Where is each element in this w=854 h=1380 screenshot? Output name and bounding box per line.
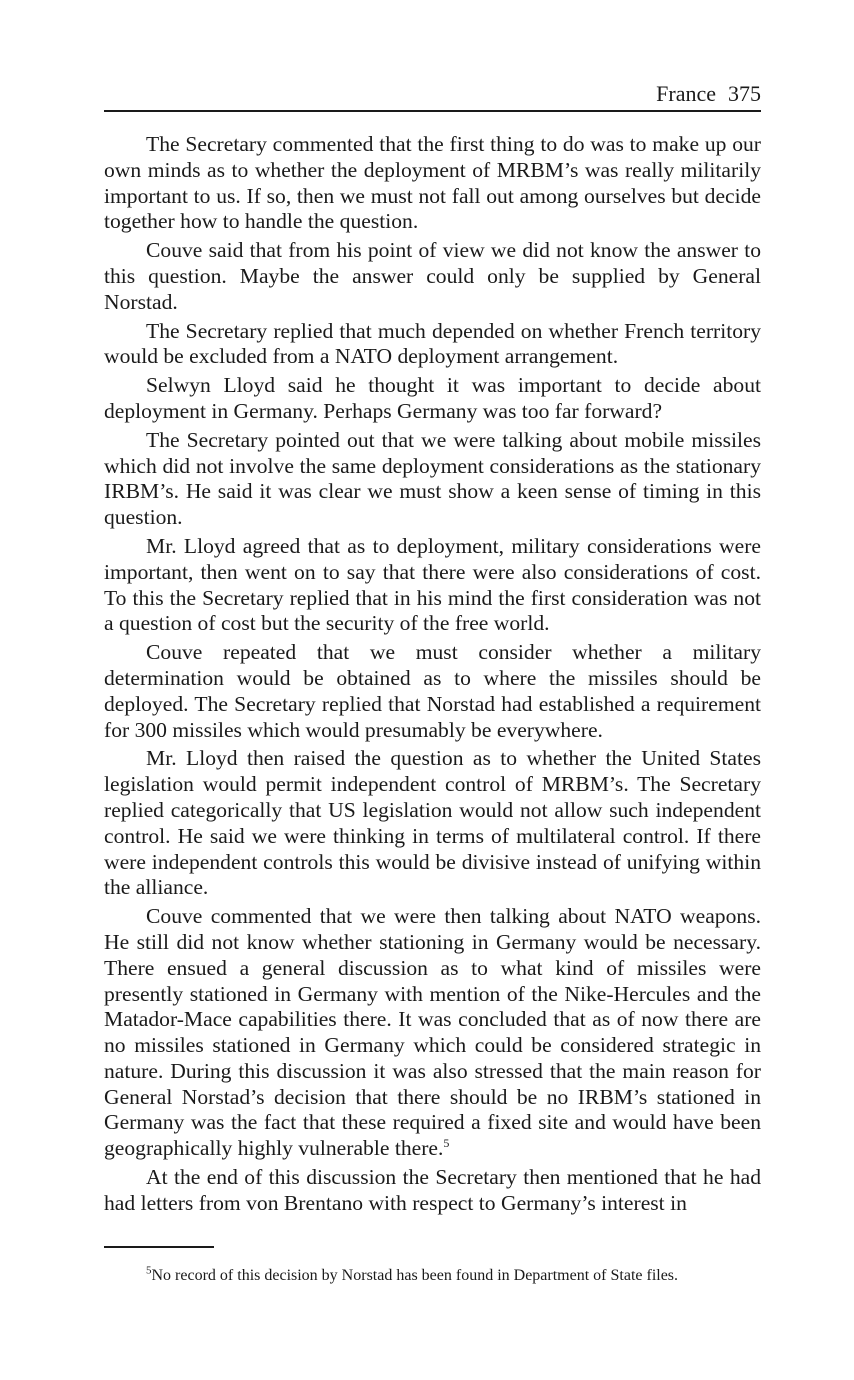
paragraph: The Secretary commented that the first thing to do was to make up our own minds as to whether the deployment of MRBM’s was really militarily important to us. If so, then we must not fall out among ourselves but decide together how to handle the question. bbox=[104, 132, 761, 234]
footnote-rule bbox=[104, 1246, 214, 1248]
paragraph: Selwyn Lloyd said he thought it was important to decide about deployment in Germany. Perhaps Germany was too far forward? bbox=[104, 373, 761, 423]
footnote-number: 5 bbox=[146, 1264, 152, 1277]
paragraph: Mr. Lloyd agreed that as to deployment, military considerations were important, then went on to say that there were also considerations of cost. To this the Secretary replied that in his mind the first consideration was not a question of cost but the security of the free world. bbox=[104, 533, 761, 636]
header-rule bbox=[104, 110, 761, 112]
footnote-reference[interactable]: 5 bbox=[443, 1136, 450, 1151]
paragraph: Mr. Lloyd then raised the question as to whether the United States legislation would permit independent control of MRBM’s. The Secretary replied categorically that US legislation would not allow such independent control. He said we were thinking in terms of multilateral control. If there were independent controls this would be divisive instead of unifying within the alliance. bbox=[104, 746, 761, 900]
paragraph-text: Couve commented that we were then talking about NATO weapons. He still did not know whether stationing in Germany would be necessary. There ensued a general discussion as to what kind of missiles were presently stationed in Germany with mention of the Nike-Hercules and the Matador-Mace capabilities there. It was concluded that as of now there are no missiles stationed in Germany which could be considered strategic in nature. During this discussion it was also stressed that the main reason for General Norstad’s decision that there should be no IRBM’s stationed in Germany was the fact that these required a fixed site and would have been geographically highly vulnerable there. bbox=[104, 904, 761, 1161]
running-title: France bbox=[656, 81, 716, 106]
paragraph: At the end of this discussion the Secretary then mentioned that he had had letters from von Brentano with respect to Germany’s interest in bbox=[104, 1165, 761, 1215]
paragraph bbox=[104, 904, 761, 1162]
running-head bbox=[104, 80, 761, 108]
body-text bbox=[104, 132, 761, 1220]
paragraph: Couve said that from his point of view we did not know the answer to this question. Maybe the answer could only be supplied by General Norstad. bbox=[104, 238, 761, 314]
paragraph: The Secretary pointed out that we were talking about mobile missiles which did not involve the same deployment considerations as the stationary IRBM’s. He said it was clear we must show a keen sense of timing in this question. bbox=[104, 427, 761, 530]
footnote-text: No record of this decision by Norstad has been found in Department of State files. bbox=[151, 1267, 679, 1284]
paragraph: The Secretary replied that much depended on whether French territory would be excluded from a NATO deployment arrangement. bbox=[104, 318, 761, 369]
paragraph: Couve repeated that we must consider whether a military determination would be obtained as to where the missiles should be deployed. The Secretary replied that Norstad had established a requirement for 300 missiles which would presumably be everywhere. bbox=[104, 640, 761, 742]
page-number: 375 bbox=[728, 81, 761, 106]
footnote bbox=[104, 1265, 761, 1287]
